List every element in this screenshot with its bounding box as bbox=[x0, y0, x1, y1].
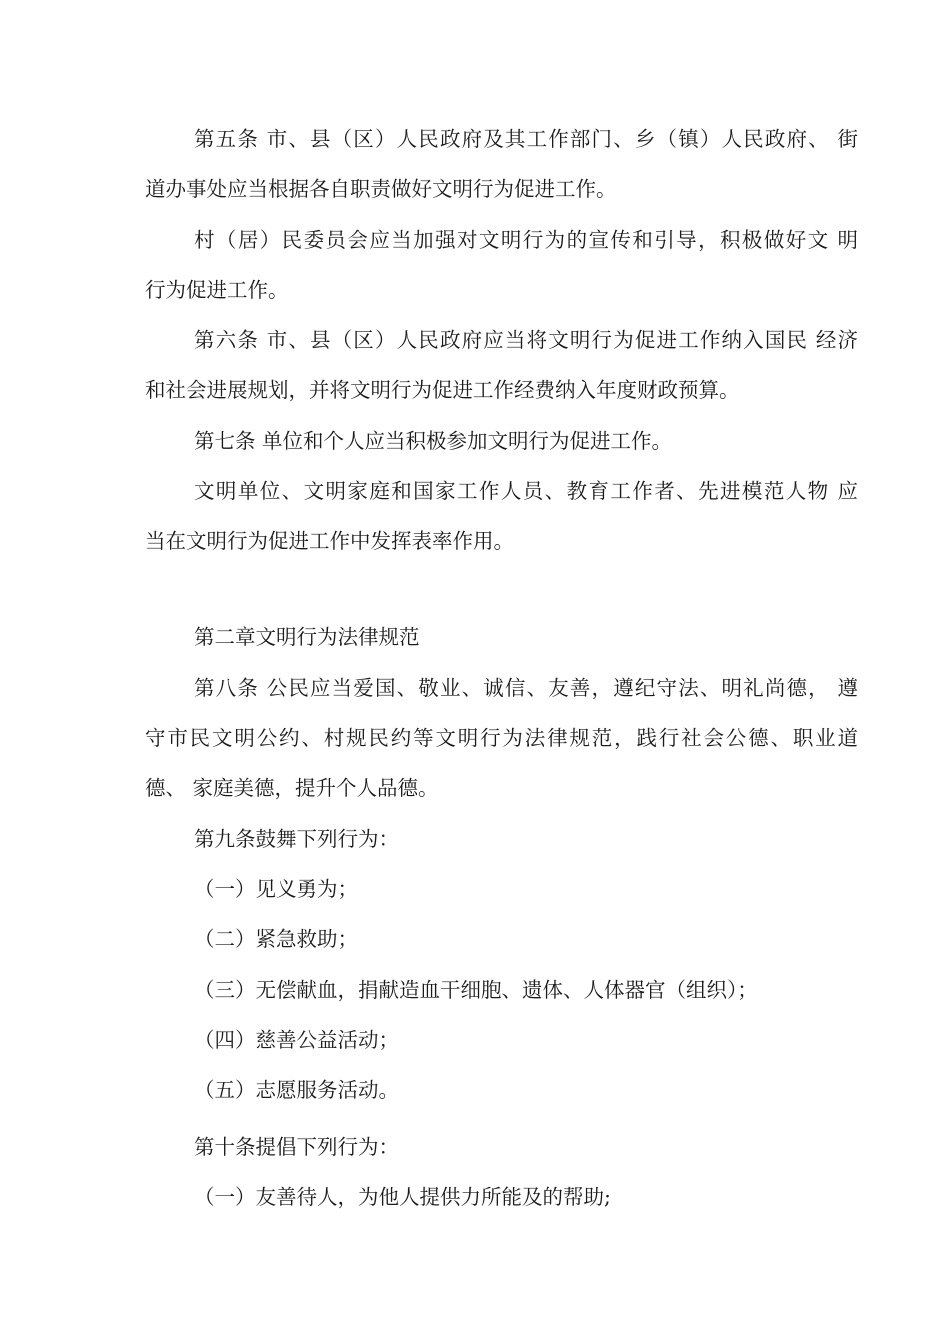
article-10-item-1: （一）友善待人，为他人提供力所能及的帮助; bbox=[194, 1185, 611, 1209]
article-9-item-1: （一）见义勇为； bbox=[194, 877, 358, 901]
article-9-item-4: （四）慈善公益活动； bbox=[194, 1028, 399, 1052]
article-7-para-2-line-1: 文明单位、文明家庭和国家工作人员、教育工作者、先进模范人物 应 bbox=[194, 479, 858, 503]
article-9-heading: 第九条鼓舞下列行为： bbox=[194, 827, 399, 851]
article-7-para-2-line-2: 当在文明行为促进工作中发挥表率作用。 bbox=[145, 529, 514, 553]
article-5-para-2-line-1: 村（居）民委员会应当加强对文明行为的宣传和引导，积极做好文 明 bbox=[194, 228, 858, 252]
article-10-heading: 第十条提倡下列行为： bbox=[194, 1135, 399, 1159]
article-5-para-2-line-2: 行为促进工作。 bbox=[145, 278, 289, 302]
article-5-line-2: 道办事处应当根据各自职责做好文明行为促进工作。 bbox=[145, 177, 617, 201]
chapter-2-heading: 第二章文明行为法律规范 bbox=[194, 625, 420, 649]
article-8-line-3: 德、 家庭美德，提升个人品德。 bbox=[145, 776, 439, 800]
article-9-item-2: （二）紧急救助； bbox=[194, 927, 358, 951]
article-9-item-5: （五）志愿服务活动。 bbox=[194, 1078, 399, 1102]
article-9-item-3: （三）无偿献血，捐献造血干细胞、遗体、人体器官（组织）； bbox=[194, 978, 758, 1002]
article-7-line-1: 第七条 单位和个人应当积极参加文明行为促进工作。 bbox=[194, 429, 673, 453]
article-8-line-1: 第八条 公民应当爱国、敬业、诚信、友善，遵纪守法、明礼尚德， 遵 bbox=[194, 676, 858, 700]
article-6-line-1: 第六条 市、县（区）人民政府应当将文明行为促进工作纳入国民 经济 bbox=[194, 328, 858, 352]
article-5-line-1: 第五条 市、县（区）人民政府及其工作部门、乡（镇）人民政府、 街 bbox=[194, 127, 858, 151]
article-6-line-2: 和社会进展规划，并将文明行为促进工作经费纳入年度财政预算。 bbox=[145, 378, 740, 402]
article-8-line-2: 守市民文明公约、村规民约等文明行为法律规范，践行社会公德、职业道 bbox=[145, 726, 858, 750]
